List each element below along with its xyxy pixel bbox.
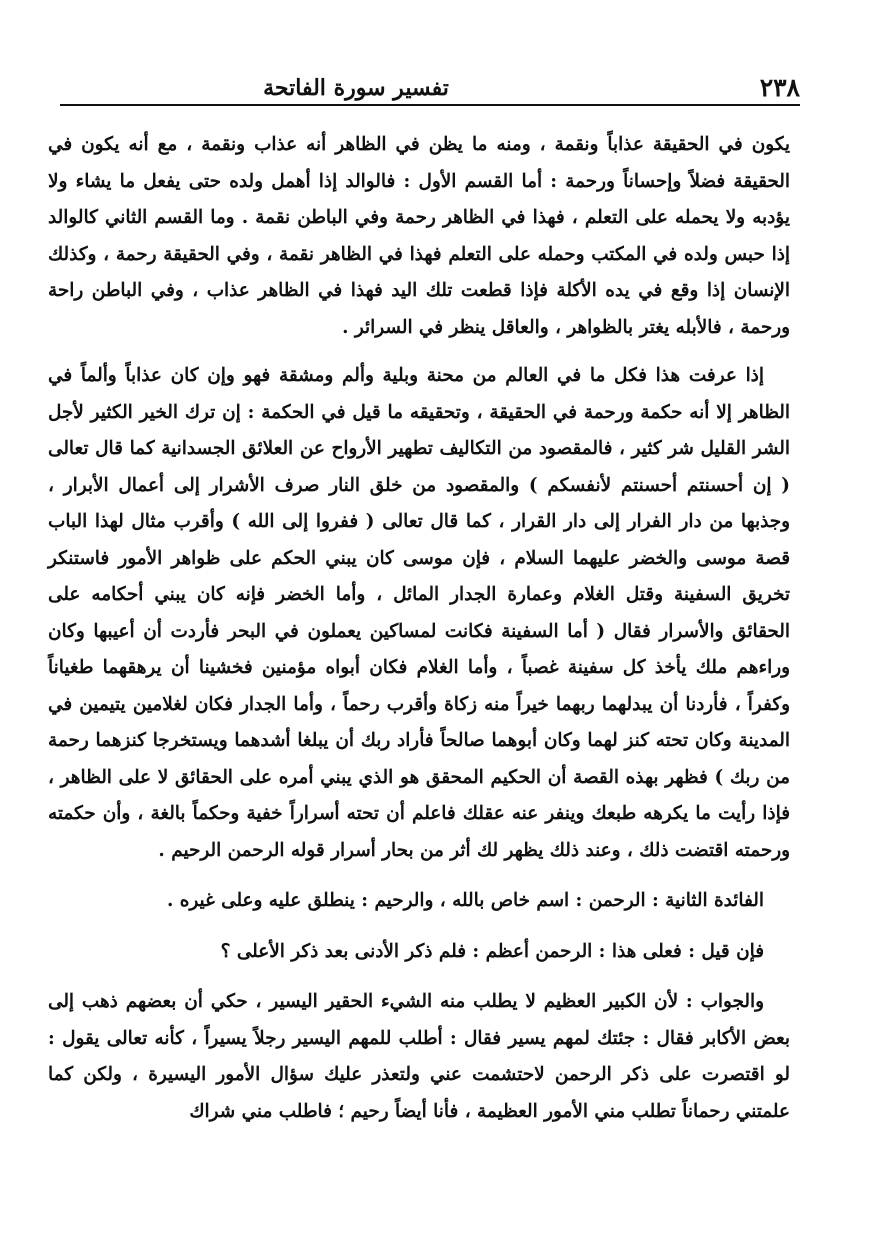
running-header	[52, 72, 800, 106]
paragraph-1: يكون في الحقيقة عذاباً ونقمة ، ومنه ما يظن في الظاهر أنه عذاب ونقمة ، مع أنه يكون في الحقيقة فضلاً وإحساناً ورحمة : أما القسم الأول : فالوالد إذا أهمل ولده حتى يفعل ما يشاء ولا يؤدبه ولا يحمله على التعلم ، فهذا في الظاهر رحمة وفي الباطن نقمة . وما القسم الثاني كالوالد إذا حبس ولده في المكتب وحمله على التعلم فهذا في الظاهر نقمة ، وفي الحقيقة رحمة ، وكذلك الإنسان إذا وقع في يده الأكلة فإذا قطعت تلك اليد فهذا في الظاهر عذاب ، وفي الباطن راحة ورحمة ، فالأبله يغتر بالظواهر ، والعاقل ينظر في السرائر .	[48, 134, 790, 338]
header-rule	[60, 104, 800, 106]
header-title: تفسير سورة الفاتحة	[263, 75, 449, 101]
paragraph-4: فإن قيل : فعلى هذا : الرحمن أعظم : فلم ذكر الأدنى بعد ذكر الأعلى ؟	[220, 940, 764, 962]
page-number: ٢٣٨	[759, 73, 800, 102]
body-text	[48, 127, 790, 1130]
paragraph-2: إذا عرفت هذا فكل ما في العالم من محنة وبلية وألم ومشقة فهو وإن كان عذاباً وألماً في الظاهر إلا أنه حكمة ورحمة في الحقيقة ، وتحقيقه ما قيل في الحكمة : إن ترك الخير الكثير لأجل الشر القليل شر كثير ، فالمقصود من التكاليف تطهير الأرواح عن العلائق الجسدانية كما قال تعالى ( إن أحسنتم أحسنتم لأنفسكم ) والمقصود من خلق النار صرف الأشرار إلى أعمال الأبرار ، وجذبها من دار الفرار إلى دار القرار ، كما قال تعالى ( ففروا إلى الله ) وأقرب مثال لهذا الباب قصة موسى والخضر عليهما السلام ، فإن موسى كان يبني الحكم على ظواهر الأمور فاستنكر تخريق السفينة وقتل الغلام وعمارة الجدار المائل ، وأما الخضر فإنه كان يبني أحكامه على الحقائق والأسرار فقال ( أما السفينة فكانت لمساكين يعملون في البحر فأردت أن أعيبها وكان وراءهم ملك يأخذ كل سفينة غصباً ، وأما الغلام فكان أبواه مؤمنين فخشينا أن يرهقهما طغياناً وكفراً ، فأردنا أن يبدلهما ربهما خيراً منه زكاة وأقرب رحماً ، وأما الجدار فكان لغلامين يتيمين في المدينة وكان تحته كنز لهما وكان أبوهما صالحاً فأراد ربك أن يبلغا أشدهما ويستخرجا كنزهما رحمة من ربك ) فظهر بهذه القصة أن الحكيم المحقق هو الذي يبني أمره على الحقائق لا على الظاهر ، فإذا رأيت ما يكرهه طبعك وينفر عنه عقلك فاعلم أن تحته أسراراً خفية وحكماً بالغة ، وأن حكمته ورحمته اقتضت ذلك ، وعند ذلك يظهر لك أثر من بحار أسرار قوله الرحمن الرحيم .	[48, 365, 790, 861]
paragraph-spacer	[48, 869, 790, 883]
paragraph-spacer	[48, 970, 790, 984]
paragraph-spacer	[48, 920, 790, 934]
paragraph-3: الفائدة الثانية : الرحمن : اسم خاص بالله ، والرحيم : ينطلق عليه وعلى غيره .	[166, 890, 764, 911]
paragraph-5: والجواب : لأن الكبير العظيم لا يطلب منه الشيء الحقير اليسير ، حكي أن بعضهم ذهب إلى بعض الأكابر فقال : جئتك لمهم يسير فقال : أطلب للمهم اليسير رجلاً يسيراً ، كأنه تعالى يقول : لو اقتصرت على ذكر الرحمن لاحتشمت عني ولتعذر عليك سؤال الأمور اليسيرة ، ولكن كما علمتني رحماناً تطلب مني الأمور العظيمة ، فأنا أيضاً رحيم ؛ فاطلب مني شراك	[48, 991, 790, 1122]
paragraph-spacer	[48, 346, 790, 358]
